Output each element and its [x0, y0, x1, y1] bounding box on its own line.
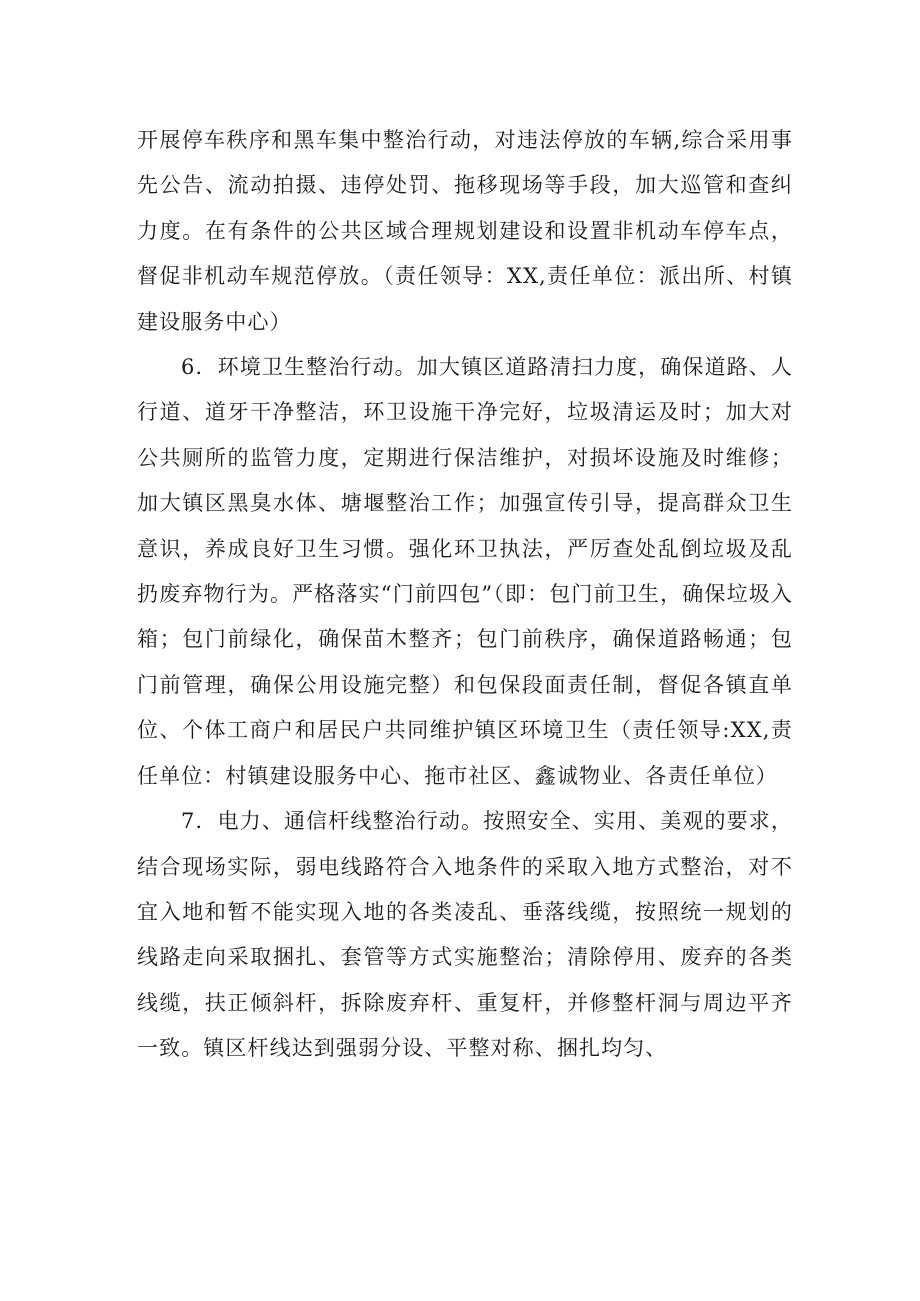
paragraph-continued: 开展停车秩序和黑车集中整治行动，对违法停放的车辆,综合采用事先公告、流动拍摄、违停处罚、拖移现场等手段，加大巡管和查纠力度。在有条件的公共区域合理规划建设和设置非机动车停车点，督促非机动车规范停放。（责任领导：XX,责任单位：派出所、村镇建设服务中心） [137, 128, 793, 334]
paragraph-item-6: 6．环境卫生整治行动。加大镇区道路清扫力度，确保道路、人行道、道牙干净整洁，环卫设施干净完好，垃圾清运及时；加大对公共厕所的监管力度，定期进行保洁维护，对损坏设施及时维修；加大镇区黑臭水体、塘堰整治工作；加强宣传引导，提高群众卫生意识，养成良好卫生习惯。强化环卫执法，严厉查处乱倒垃圾及乱扔废弃物行为。严格落实“门前四包”（即：包门前卫生，确保垃圾入箱；包门前绿化，确保苗木整齐；包门前秩序，确保道路畅通；包门前管理，确保公用设施完整）和包保段面责任制，督促各镇直单位、个体工商户和居民户共同维护镇区环境卫生（责任领导:XX,责任单位：村镇建设服务中心、拖市社区、鑫诚物业、各责任单位） [137, 355, 793, 788]
paragraph-item-7: 7．电力、通信杆线整治行动。按照安全、实用、美观的要求，结合现场实际，弱电线路符合入地条件的采取入地方式整治，对不宜入地和暂不能实现入地的各类凌乱、垂落线缆，按照统一规划的线路走向采取捆扎、套管等方式实施整治；清除停用、废弃的各类线缆，扶正倾斜杆，拆除废弃杆、重复杆，并修整杆洞与周边平齐一致。镇区杆线达到强弱分设、平整对称、捆扎均匀、 [137, 809, 793, 1061]
document-body [137, 118, 793, 1072]
